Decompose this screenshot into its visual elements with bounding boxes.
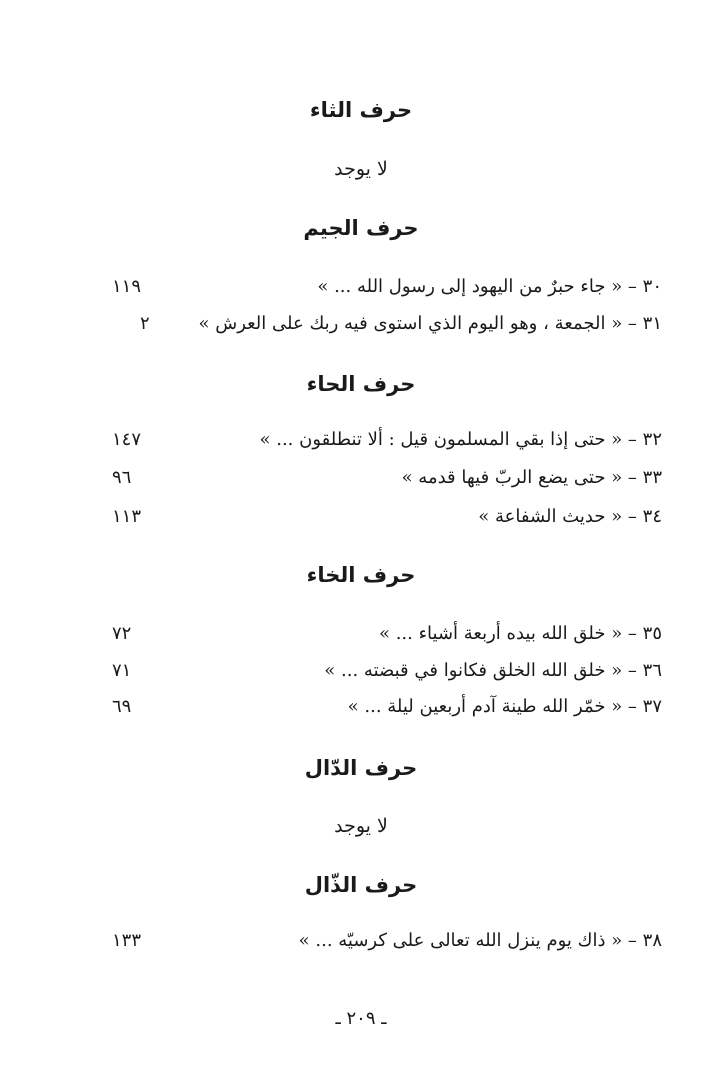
entry-text: ٣٧ – « خمّر الله طينة آدم أربعين ليلة ... » (347, 696, 662, 717)
entry-text: ٣٤ – « حديث الشفاعة » (478, 506, 662, 527)
entry-page: ١٤٧ (112, 429, 142, 450)
page-number: ـ ٢٠٩ ـ (335, 1008, 387, 1029)
list-item (0, 467, 722, 497)
entry-page: ٩٦ (112, 467, 132, 488)
section-heading-kha: حرف الخاء (306, 563, 416, 587)
entry-text: ٣٦ – « خلق الله الخلق فكانوا في قبضته ... » (324, 660, 662, 681)
section-none-dal: لا يوجد (334, 815, 388, 837)
list-item (0, 506, 722, 536)
entry-page: ١١٩ (112, 276, 142, 297)
entry-text: ٣٢ – « حتى إذا بقي المسلمون قيل : ألا تنطلقون ... » (259, 429, 662, 450)
list-item (0, 623, 722, 653)
section-heading-dal: حرف الدّال (304, 756, 418, 780)
section-heading-tha: حرف الثاء (309, 98, 413, 122)
entry-text: ٣٨ – « ذاك يوم ينزل الله تعالى على كرسيّه ... » (298, 930, 662, 951)
entry-text: ٣٣ – « حتى يضع الربّ فيها قدمه » (401, 467, 662, 488)
list-item (0, 696, 722, 726)
list-item (0, 930, 722, 960)
entry-page: ٦٩ (112, 696, 132, 717)
section-none-tha: لا يوجد (334, 158, 388, 180)
section-heading-dhal: حرف الذّال (304, 873, 418, 897)
section-heading-ha: حرف الحاء (306, 372, 416, 396)
section-heading-jim: حرف الجيم (303, 216, 419, 240)
entry-page: ٧١ (112, 660, 132, 681)
list-item (0, 276, 722, 306)
entry-page: ٢ (140, 313, 150, 334)
entry-text: ٣١ – « الجمعة ، وهو اليوم الذي استوى فيه ربك على العرش » (198, 313, 662, 334)
list-item (0, 660, 722, 690)
entry-page: ٧٢ (112, 623, 132, 644)
entry-page: ١١٣ (112, 506, 142, 527)
entry-page: ١٣٣ (112, 930, 142, 951)
entry-text: ٣٠ – « جاء حبرٌ من اليهود إلى رسول الله ... » (317, 276, 662, 297)
list-item (0, 313, 722, 343)
list-item (0, 429, 722, 459)
entry-text: ٣٥ – « خلق الله بيده أربعة أشياء ... » (378, 623, 662, 644)
